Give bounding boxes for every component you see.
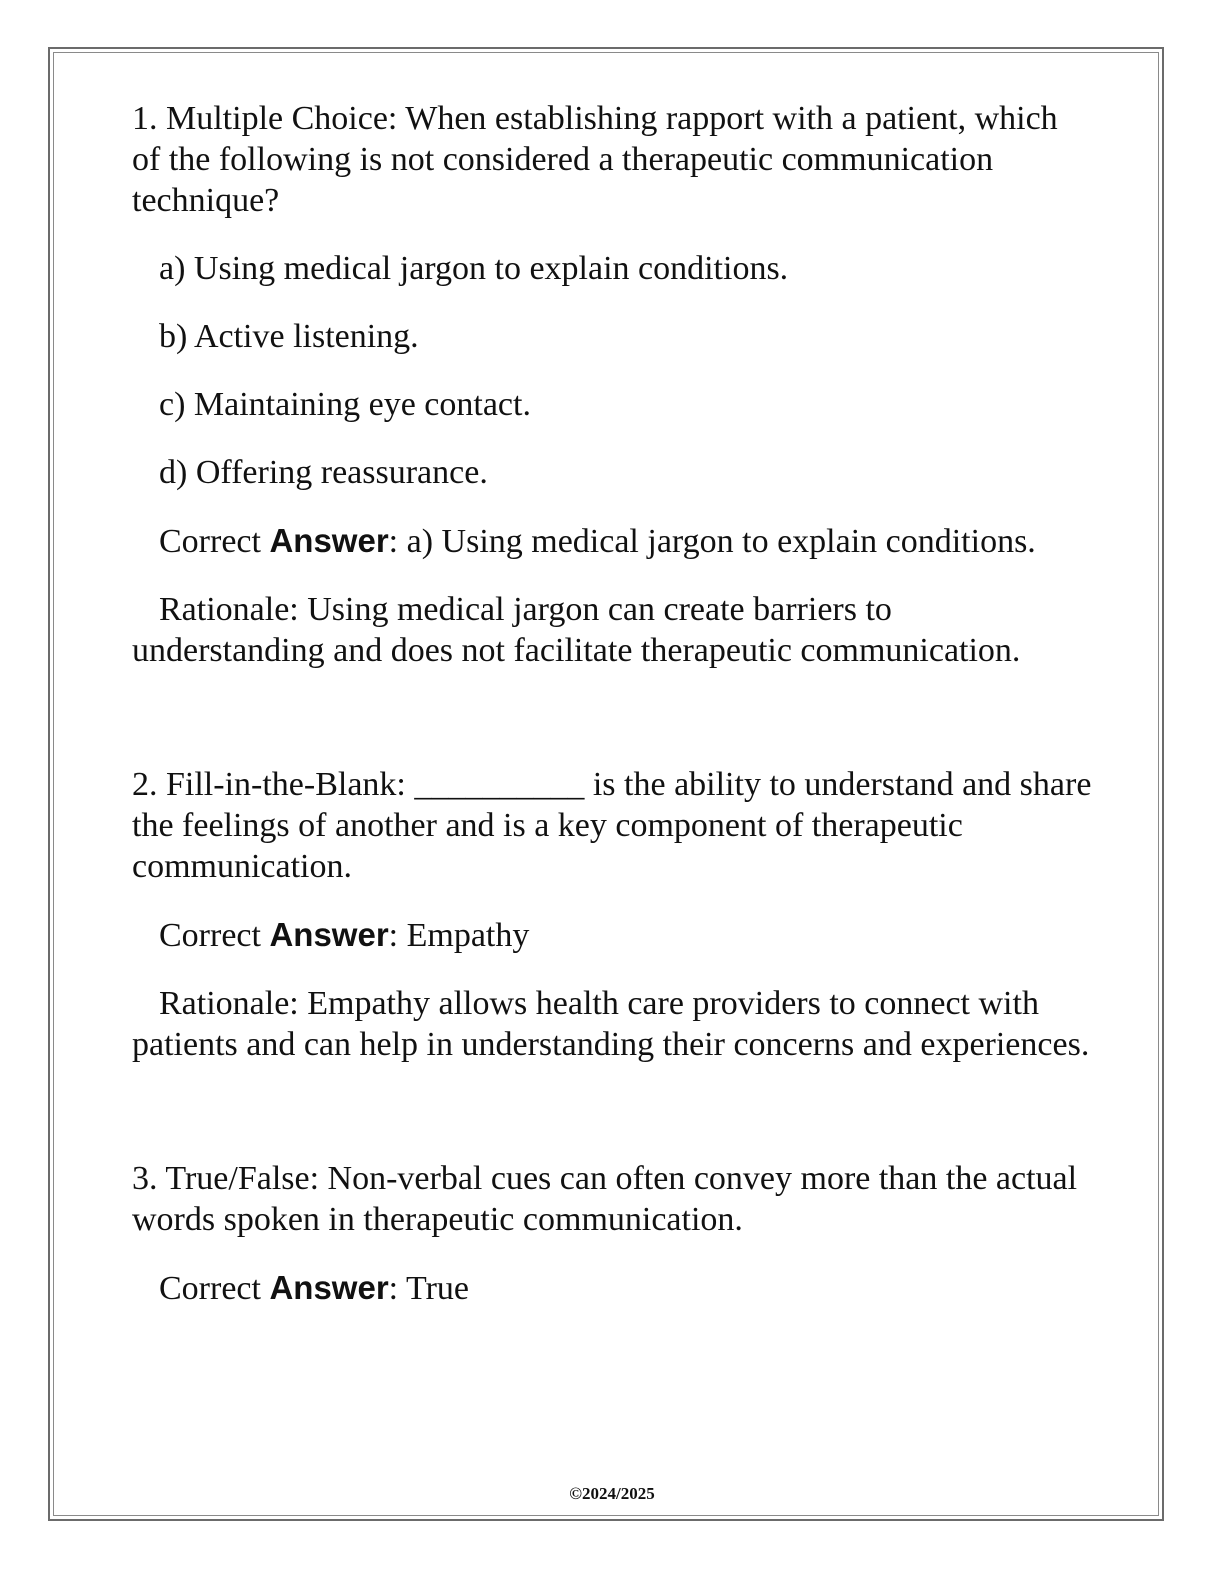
answer-value: : Empathy [388, 917, 530, 954]
answer-prefix: Correct [159, 1270, 270, 1307]
answer-value: : a) Using medical jargon to explain conditions. [388, 523, 1036, 560]
section-spacer [132, 698, 1092, 764]
question-1-prompt: 1. Multiple Choice: When establishing rapport with a patient, which of the following is not considered a therapeutic communication technique? [132, 100, 1058, 219]
question-1-option-a: a) Using medical jargon to explain conditions. [159, 250, 789, 287]
document-body [132, 98, 1092, 1336]
answer-value: : True [388, 1270, 469, 1307]
answer-prefix: Correct [159, 523, 270, 560]
question-1-correct-answer [132, 520, 1092, 562]
answer-label: Answer [269, 522, 389, 559]
question-2 [132, 764, 1092, 1065]
copyright-footer: ©2024/2025 [569, 1484, 655, 1503]
question-2-prompt: 2. Fill-in-the-Blank: __________ is the ability to understand and share the feelings of another and is a key component of therapeutic communication. [132, 766, 1092, 885]
question-2-rationale: Rationale: Empathy allows health care providers to connect with patients and can help in understanding their concerns and experiences. [132, 985, 1090, 1063]
answer-label: Answer [269, 916, 389, 953]
question-1-option-c: c) Maintaining eye contact. [159, 386, 531, 423]
answer-prefix: Correct [159, 917, 270, 954]
question-3-correct-answer [132, 1267, 1092, 1309]
question-2-correct-answer [132, 914, 1092, 956]
question-3-prompt: 3. True/False: Non-verbal cues can often convey more than the actual words spoken in therapeutic communication. [132, 1160, 1078, 1238]
question-1 [132, 98, 1092, 671]
question-1-option-b: b) Active listening. [159, 318, 419, 355]
question-1-rationale: Rationale: Using medical jargon can create barriers to understanding and does not facilitate therapeutic communication. [132, 591, 1021, 669]
question-3 [132, 1158, 1092, 1309]
section-spacer [132, 1092, 1092, 1158]
answer-label: Answer [269, 1269, 389, 1306]
question-1-option-d: d) Offering reassurance. [159, 454, 488, 491]
